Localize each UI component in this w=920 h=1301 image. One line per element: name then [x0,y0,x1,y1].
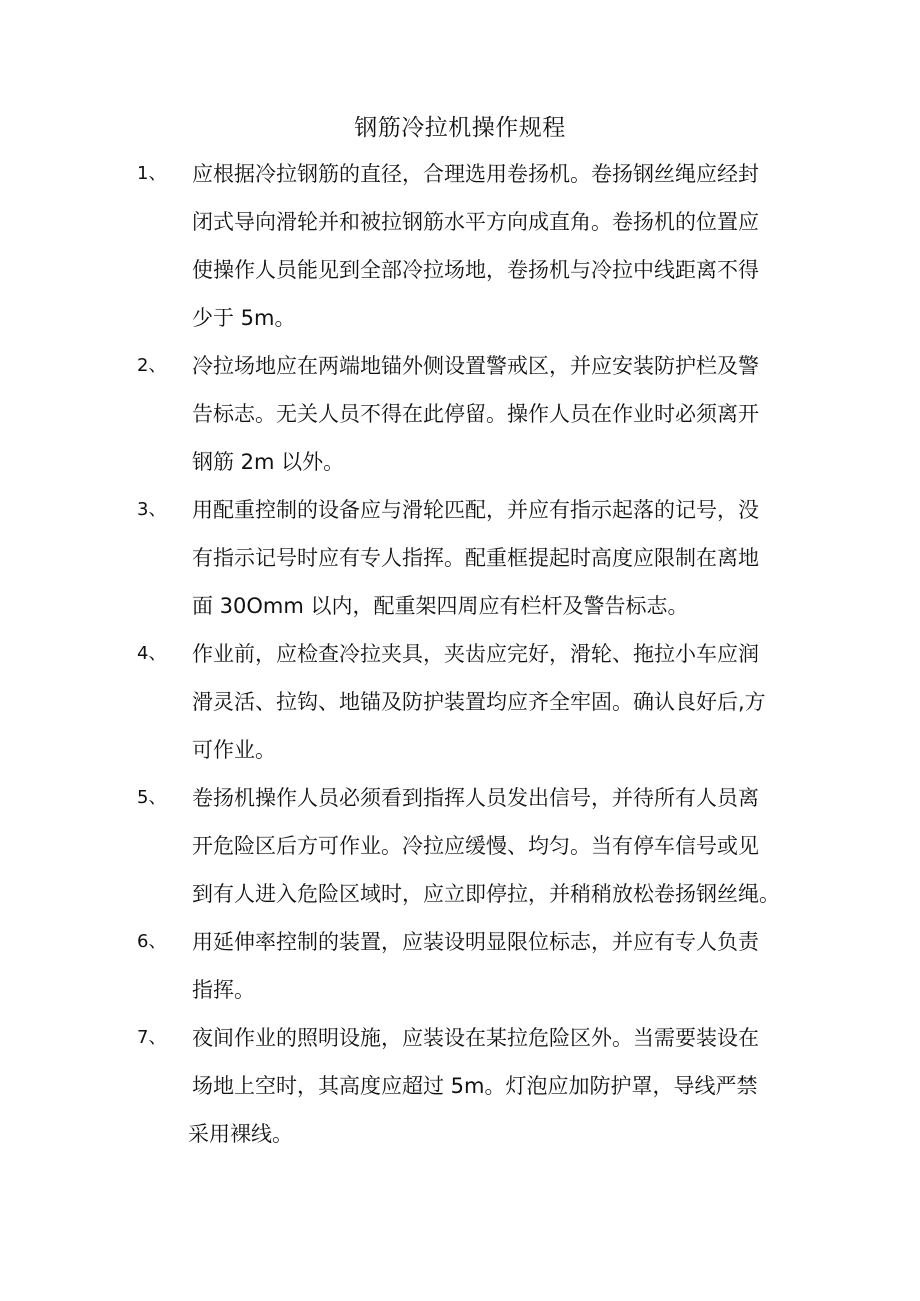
rule-line: 告标志。无关人员不得在此停留。操作人员在作业时必须离开 [192,402,759,426]
rule-item-1 [0,150,920,342]
rule-line: 可作业。 [192,738,276,762]
rule-line: 用配重控制的设备应与滑轮匹配，并应有指示起落的记号，没 [192,498,759,522]
rule-number: 2、 [137,355,167,376]
rule-item-7 [0,1014,920,1158]
rule-line: 滑灵活、拉钩、地锚及防护装置均应齐全牢固。确认良好后,方 [192,690,766,714]
rule-line: 有指示记号时应有专人指挥。配重框提起时高度应限制在离地 [192,546,759,570]
rule-item-6 [0,918,920,1014]
rule-item-4 [0,630,920,774]
rule-line: 用延伸率控制的装置，应装设明显限位标志，并应有专人负责 [192,930,759,954]
rule-line: 面 30Omm 以内，配重架四周应有栏杆及警告标志。 [192,594,689,618]
rule-number: 3、 [137,499,167,520]
rule-line: 闭式导向滑轮并和被拉钢筋水平方向成直角。卷扬机的位置应 [192,210,759,234]
rule-line: 冷拉场地应在两端地锚外侧设置警戒区，并应安装防护栏及警 [192,354,759,378]
rule-line: 使操作人员能见到全部冷拉场地，卷扬机与冷拉中线距离不得 [192,258,759,282]
rule-item-2 [0,342,920,486]
rule-number: 1、 [137,163,167,184]
rule-line: 钢筋 2m 以外。 [192,450,345,474]
rule-line: 应根据冷拉钢筋的直径，合理选用卷扬机。卷扬钢丝绳应经封 [192,162,759,186]
rule-line: 到有人进入危险区域时，应立即停拉，并稍稍放松卷扬钢丝绳。 [192,882,780,906]
rule-number: 7、 [137,1027,167,1048]
rule-line: 夜间作业的照明设施，应装设在某拉危险区外。当需要装设在 [192,1026,759,1050]
rule-line: 作业前，应检查冷拉夹具，夹齿应完好，滑轮、拖拉小车应润 [192,642,759,666]
rule-line: 少于 5m。 [192,306,296,330]
rule-line: 开危险区后方可作业。冷拉应缓慢、均匀。当有停车信号或见 [192,834,759,858]
document-title: 钢筋冷拉机操作规程 [354,115,566,141]
rule-number: 4、 [137,643,167,664]
rule-line: 采用裸线。 [188,1122,293,1146]
rule-item-5 [0,774,920,918]
rule-item-3 [0,486,920,630]
rules-list [0,150,920,1158]
rule-number: 6、 [137,931,167,952]
rule-line: 卷扬机操作人员必须看到指挥人员发出信号，并待所有人员离 [192,786,759,810]
rule-number: 5、 [137,787,167,808]
rule-line: 场地上空时，其高度应超过 5m。灯泡应加防护罩，导线严禁 [192,1074,758,1098]
rule-line: 指挥。 [192,978,255,1002]
